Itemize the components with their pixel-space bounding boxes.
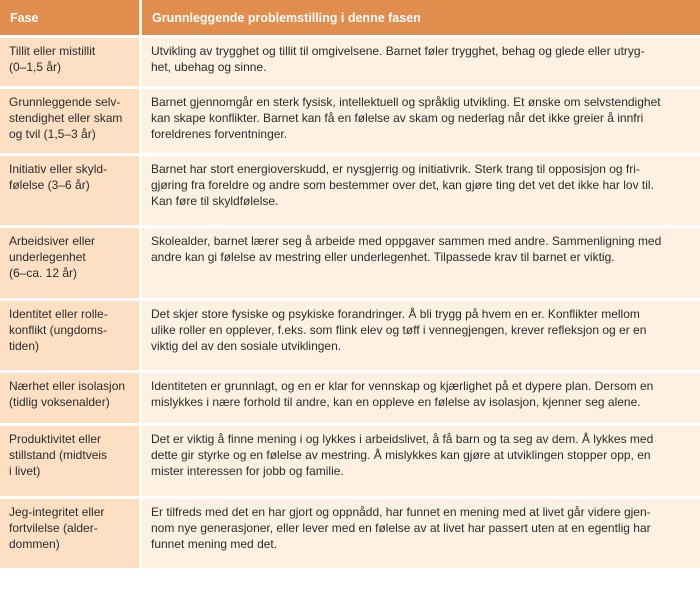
fase-line: og tvil (1,5–3 år) [9, 127, 96, 141]
desc-line: Det er viktig å finne mening i og lykkes i arbeidslivet, å få barn og ta seg av dem. Å lykkes med [151, 432, 654, 446]
header-row [0, 0, 700, 35]
desc-line: Kan føre til skyldfølelse. [151, 194, 279, 208]
desc-line: Barnet har stort energioverskudd, er nysgjerrig og initiativrik. Sterk trang til opposisjon og fri- [151, 162, 640, 176]
desc-line: foreldrenes forventninger. [151, 127, 288, 141]
fase-cell [0, 153, 142, 225]
fase-line: Tillit eller mistillit [9, 44, 96, 58]
fase-cell [0, 423, 142, 496]
fase-line: Produktivitet eller [9, 432, 102, 446]
table-row [0, 496, 700, 568]
table-row [0, 298, 700, 370]
description-cell [142, 496, 700, 568]
desc-line: ulike roller en opplever, f.eks. som flink elev og tøff i vennegjengen, krever refleksjon og er en [151, 323, 647, 337]
table-row [0, 86, 700, 153]
desc-line: Skolealder, barnet lærer seg å arbeide med oppgaver sammen med andre. Sammenligning med [151, 234, 662, 248]
desc-line: dette gir styrke og en følelse av mestring. Å mislykkes kan gjøre at utviklingen stopper opp, en [151, 448, 651, 462]
fase-cell [0, 370, 142, 423]
table-row [0, 35, 700, 86]
desc-line: Utvikling av trygghet og tillit til omgivelsene. Barnet føler trygghet, behag og glede eller utryg- [151, 44, 645, 58]
fase-line: fortvilelse (alder- [9, 521, 98, 535]
fase-line: Arbeidsiver eller [9, 234, 96, 248]
fase-line: i livet) [9, 464, 41, 478]
fase-line: Identitet eller rolle- [9, 307, 108, 321]
desc-line: viktig del av den sosiale utviklingen. [151, 339, 342, 353]
description-cell [142, 153, 700, 225]
fase-line: Grunnleggende selv- [9, 95, 121, 109]
fase-line: Jeg-integritet eller [9, 505, 105, 519]
desc-line: nom nye generasjoner, eller lever med en følelse av at livet har passert uten at en egentlig har [151, 521, 651, 535]
fase-cell [0, 298, 142, 370]
fase-line: (0–1,5 år) [9, 60, 62, 74]
desc-line: kan skape konflikter. Barnet kan få en følelse av skam og nederlag når det ikke greier å innfri [151, 111, 644, 125]
fase-line: konflikt (ungdoms- [9, 323, 108, 337]
description-cell [142, 423, 700, 496]
fase-line: (tidlig voksenalder) [9, 395, 110, 409]
table-row [0, 153, 700, 225]
desc-line: mislykkes i nære forhold til andre, kan en oppleve en følelse av isolasjon, kjenner seg alene. [151, 395, 641, 409]
table-row [0, 370, 700, 423]
header-problem: Grunnleggende problemstilling i denne fasen [142, 0, 700, 35]
description-cell [142, 86, 700, 153]
description-cell [142, 370, 700, 423]
desc-line: Er tilfreds med det en har gjort og oppnådd, har funnet en mening med at livet går videre gjen- [151, 505, 651, 519]
fase-cell [0, 35, 142, 86]
table-row [0, 423, 700, 496]
description-cell [142, 35, 700, 86]
header-fase: Fase [0, 0, 142, 35]
desc-line: mister interessen for jobb og familie. [151, 464, 344, 478]
fase-line: Initiativ eller skyld- [9, 162, 108, 176]
description-cell [142, 225, 700, 298]
fase-cell [0, 225, 142, 298]
fase-cell [0, 496, 142, 568]
fase-line: underlegenhet [9, 250, 86, 264]
fase-line: stendighet eller skam [9, 111, 123, 125]
table-row [0, 225, 700, 298]
desc-line: Barnet gjennomgår en sterk fysisk, intellektuell og språklig utvikling. Et ønske om selvstendighet [151, 95, 661, 109]
desc-line: gjøring fra foreldre og andre som bestemmer over det, kan gjøre ting det vet det ikke har lov til. [151, 178, 654, 192]
fase-line: Nærhet eller isolasjon [9, 379, 126, 393]
fase-line: følelse (3–6 år) [9, 178, 90, 192]
fase-line: stillstand (midtveis [9, 448, 108, 462]
description-cell [142, 298, 700, 370]
fase-line: (6–ca. 12 år) [9, 266, 78, 280]
fase-cell [0, 86, 142, 153]
fase-line: tiden) [9, 339, 40, 353]
desc-line: Identiteten er grunnlagt, og en er klar for vennskap og kjærlighet på et dypere plan. Dersom en [151, 379, 654, 393]
desc-line: het, ubehag og sinne. [151, 60, 267, 74]
desc-line: funnet mening med det. [151, 537, 278, 551]
desc-line: andre kan gi følelse av mestring eller underlegenhet. Tilpassede krav til barnet er viktig. [151, 250, 615, 264]
fase-line: dommen) [9, 537, 60, 551]
desc-line: Det skjer store fysiske og psykiske forandringer. Å bli trygg på hvem en er. Konflikter mellom [151, 307, 640, 321]
